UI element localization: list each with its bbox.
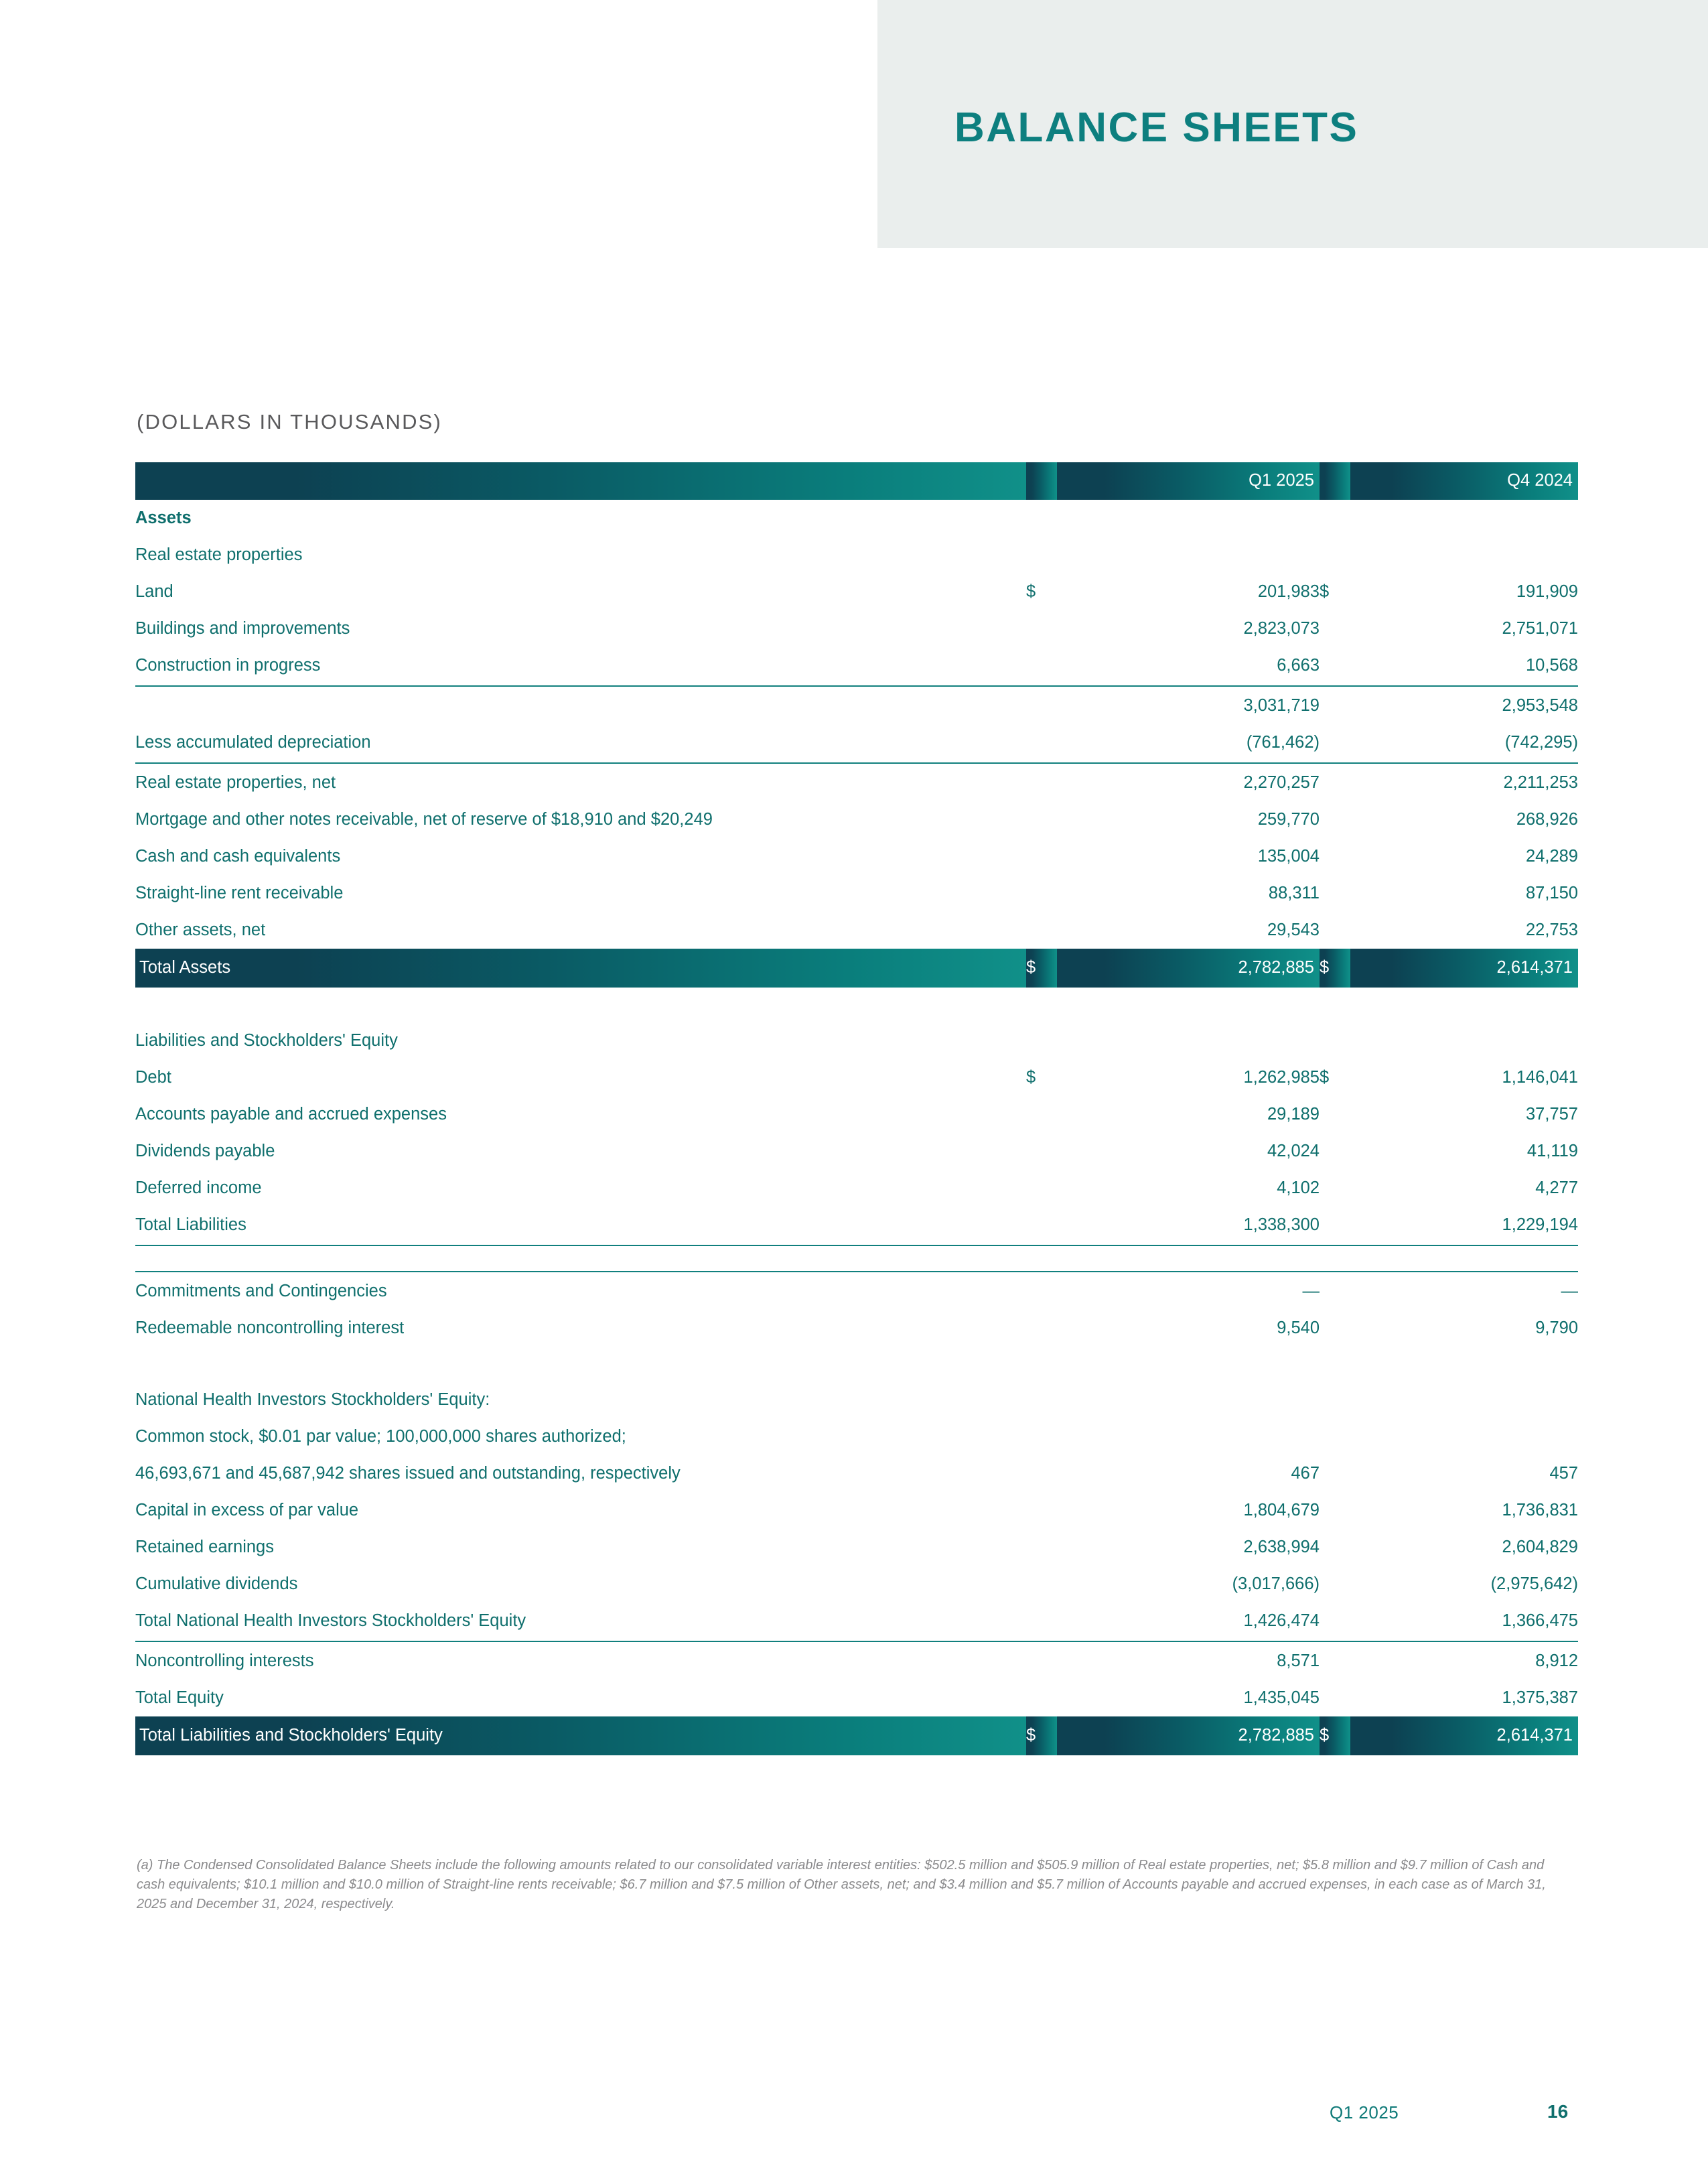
row-cur2 xyxy=(1320,1022,1350,1059)
row-q1: 8,571 xyxy=(1277,1651,1320,1670)
row-q4: 37,757 xyxy=(1526,1104,1578,1124)
row-cur2 xyxy=(1320,875,1350,912)
table-row xyxy=(135,1680,1578,1716)
table-row xyxy=(135,764,1578,801)
row-cur2 xyxy=(1320,537,1350,573)
row-q1 xyxy=(1057,500,1320,537)
row-q4 xyxy=(1350,500,1578,537)
row-cur1 xyxy=(1026,724,1057,761)
table-row xyxy=(135,1529,1578,1566)
row-q4: 9,790 xyxy=(1535,1318,1578,1337)
row-q4: 4,277 xyxy=(1535,1178,1578,1197)
row-label: Total Liabilities and Stockholders' Equity xyxy=(135,1716,1026,1755)
total-liabilities-equity-row xyxy=(135,1716,1578,1755)
row-cur1 xyxy=(1026,500,1057,537)
row-cur1 xyxy=(1026,610,1057,647)
row-q4: 2,953,548 xyxy=(1502,695,1578,715)
row-q1: 42,024 xyxy=(1267,1141,1320,1160)
row-label: Straight-line rent receivable xyxy=(135,883,344,902)
row-cur1 xyxy=(1026,1207,1057,1243)
row-cur2 xyxy=(1320,1273,1350,1310)
table-row xyxy=(135,1207,1578,1243)
row-cur2 xyxy=(1320,1310,1350,1347)
row-label: Redeemable noncontrolling interest xyxy=(135,1318,405,1337)
row-q4 xyxy=(1350,1418,1578,1455)
row-label: Real estate properties xyxy=(135,545,303,564)
currency-symbol-q4: $ xyxy=(1320,582,1330,601)
row-cur1 xyxy=(1026,647,1057,684)
row-cur2 xyxy=(1320,1207,1350,1243)
rule-line xyxy=(135,685,1578,687)
row-q4: 457 xyxy=(1549,1463,1578,1483)
row-label: Retained earnings xyxy=(135,1537,274,1556)
row-cur1 xyxy=(1026,1492,1057,1529)
row-q1 xyxy=(1057,537,1320,573)
row-q1 xyxy=(1057,1381,1320,1418)
currency-symbol-q1: $ xyxy=(1026,582,1036,601)
table-row xyxy=(135,1273,1578,1310)
row-q4: 2,614,371 xyxy=(1350,1716,1578,1755)
row-q1: 29,189 xyxy=(1267,1104,1320,1124)
row-q1: 2,782,885 xyxy=(1057,1716,1320,1755)
row-label: Total Equity xyxy=(135,1688,224,1707)
row-cur1 xyxy=(1026,1273,1057,1310)
row-label: Commitments and Contingencies xyxy=(135,1281,387,1300)
row-cur2 xyxy=(1320,1529,1350,1566)
row-q1: 1,338,300 xyxy=(1243,1215,1320,1234)
row-q1: 1,426,474 xyxy=(1243,1611,1320,1630)
row-q1: 135,004 xyxy=(1257,846,1320,866)
header-label-cell xyxy=(135,462,1026,500)
row-q4 xyxy=(1350,537,1578,573)
row-q4: 1,366,475 xyxy=(1502,1611,1578,1630)
row-q1: (3,017,666) xyxy=(1232,1574,1320,1593)
row-q4: — xyxy=(1561,1281,1578,1300)
rule-line xyxy=(135,1271,1578,1272)
row-cur1 xyxy=(1026,838,1057,875)
row-q1: 259,770 xyxy=(1257,809,1320,829)
row-cur2 xyxy=(1320,1170,1350,1207)
row-q1: 1,262,985 xyxy=(1243,1067,1320,1087)
table-row xyxy=(135,610,1578,647)
rule-line xyxy=(135,762,1578,764)
row-q1: 201,983 xyxy=(1257,582,1320,601)
spacer-row xyxy=(135,1247,1578,1270)
row-cur1 xyxy=(1026,1310,1057,1347)
spacer-cell xyxy=(135,988,1578,1022)
row-q4 xyxy=(1350,1381,1578,1418)
row-q1: 88,311 xyxy=(1268,883,1320,902)
row-label: National Health Investors Stockholders' Equity: xyxy=(135,1390,490,1409)
row-q4 xyxy=(1350,1022,1578,1059)
row-q4: 1,229,194 xyxy=(1502,1215,1578,1234)
row-cur1 xyxy=(1026,1096,1057,1133)
row-label: Dividends payable xyxy=(135,1141,275,1160)
table-row xyxy=(135,1096,1578,1133)
row-q1 xyxy=(1057,1022,1320,1059)
row-q4: 2,614,371 xyxy=(1350,949,1578,988)
row-q1: 2,270,257 xyxy=(1243,772,1320,792)
row-q1: 6,663 xyxy=(1277,655,1320,675)
row-label: Deferred income xyxy=(135,1178,262,1197)
row-cur1 xyxy=(1026,1566,1057,1603)
currency-symbol-q4: $ xyxy=(1320,1067,1330,1087)
row-cur2 xyxy=(1320,1381,1350,1418)
row-cur2 xyxy=(1320,1133,1350,1170)
row-q1: 9,540 xyxy=(1277,1318,1320,1337)
row-label: Assets xyxy=(135,508,192,527)
row-q1: 467 xyxy=(1291,1463,1320,1483)
table-row xyxy=(135,537,1578,573)
currency-symbol-q1: $ xyxy=(1026,949,1057,988)
table-row xyxy=(135,1566,1578,1603)
row-cur2 xyxy=(1320,1680,1350,1716)
table-row xyxy=(135,1022,1578,1059)
row-q4: 2,211,253 xyxy=(1503,772,1578,792)
row-q1: (761,462) xyxy=(1246,732,1320,752)
spacer-cell xyxy=(135,1247,1578,1270)
row-cur2 xyxy=(1320,1566,1350,1603)
table-row xyxy=(135,1455,1578,1492)
balance-sheet-table xyxy=(135,462,1578,1755)
row-cur2 xyxy=(1320,1492,1350,1529)
table-row xyxy=(135,1603,1578,1639)
row-cur2 xyxy=(1320,1418,1350,1455)
table-row xyxy=(135,687,1578,724)
rule-line xyxy=(135,1245,1578,1246)
row-label: Accounts payable and accrued expenses xyxy=(135,1104,447,1124)
row-q1: 4,102 xyxy=(1277,1178,1320,1197)
total-assets-row xyxy=(135,949,1578,988)
row-q4: 191,909 xyxy=(1516,582,1578,601)
footnote-text: (a) The Condensed Consolidated Balance Sheets include the following amounts related to our consolidated variable interest entities: $502.5 million and $505.9 million of Real estate properties, net; $5.8 million and $9.7 million of Cash and cash equivalents; $10.1 million and $10.0 million of Straight-line rents receivable; $6.7 million and $7.5 million of Other assets, net; and $3.4 million and $5.7 million of Accounts payable and accrued expenses, in each case as of March 31, 2025 and December 31, 2024, respectively. xyxy=(137,1858,1546,1911)
table-header-row xyxy=(135,462,1578,500)
row-label: Noncontrolling interests xyxy=(135,1651,314,1670)
row-q1: 1,804,679 xyxy=(1243,1500,1320,1519)
row-label: 46,693,671 and 45,687,942 shares issued and outstanding, respectively xyxy=(135,1463,681,1483)
row-q4: 268,926 xyxy=(1516,809,1578,829)
row-cur2 xyxy=(1320,838,1350,875)
row-q4: 2,751,071 xyxy=(1502,618,1578,638)
row-cur2 xyxy=(1320,1603,1350,1639)
row-label: Land xyxy=(135,582,173,601)
row-q1: 1,435,045 xyxy=(1243,1688,1320,1707)
row-label: Buildings and improvements xyxy=(135,618,350,638)
row-q1: 2,823,073 xyxy=(1243,618,1320,638)
header-cur1-cell xyxy=(1026,462,1057,500)
row-q1: 2,638,994 xyxy=(1243,1537,1320,1556)
currency-symbol-q4: $ xyxy=(1320,1716,1350,1755)
table-row xyxy=(135,838,1578,875)
row-label: Other assets, net xyxy=(135,920,266,939)
row-label: Less accumulated depreciation xyxy=(135,732,371,752)
row-label: Mortgage and other notes receivable, net of reserve of $18,910 and $20,249 xyxy=(135,809,713,829)
row-label: Common stock, $0.01 par value; 100,000,000 shares authorized; xyxy=(135,1426,626,1446)
table-row xyxy=(135,724,1578,761)
row-label: Total Liabilities xyxy=(135,1215,246,1234)
row-q4: 24,289 xyxy=(1526,846,1578,866)
table-row xyxy=(135,1133,1578,1170)
footer-page-number: 16 xyxy=(1547,2101,1569,2122)
row-cur2 xyxy=(1320,687,1350,724)
spacer-cell xyxy=(135,1347,1578,1381)
table-row xyxy=(135,500,1578,537)
row-label: Total Assets xyxy=(135,949,1026,988)
currency-symbol-q1: $ xyxy=(1026,1716,1057,1755)
row-q4: (2,975,642) xyxy=(1490,1574,1578,1593)
row-cur1 xyxy=(1026,764,1057,801)
row-cur1 xyxy=(1026,537,1057,573)
row-cur2 xyxy=(1320,1643,1350,1680)
row-q4: 10,568 xyxy=(1526,655,1578,675)
row-label: Cash and cash equivalents xyxy=(135,846,341,866)
table-row xyxy=(135,1643,1578,1680)
table-row xyxy=(135,875,1578,912)
row-cur2 xyxy=(1320,1096,1350,1133)
row-label: Cumulative dividends xyxy=(135,1574,298,1593)
row-q1: 3,031,719 xyxy=(1243,695,1320,715)
table-row xyxy=(135,801,1578,838)
row-q4: 41,119 xyxy=(1526,1141,1578,1160)
balance-sheet xyxy=(135,462,1578,1755)
row-cur1 xyxy=(1026,1133,1057,1170)
rule-line xyxy=(135,1641,1578,1642)
row-cur1 xyxy=(1026,1680,1057,1716)
column-header-q1: Q1 2025 xyxy=(1057,462,1320,500)
table-row xyxy=(135,1492,1578,1529)
units-caption: (DOLLARS IN THOUSANDS) xyxy=(137,410,443,433)
row-cur1 xyxy=(1026,1529,1057,1566)
row-label: Construction in progress xyxy=(135,655,321,675)
row-cur1 xyxy=(1026,1170,1057,1207)
row-label: Total National Health Investors Stockholders' Equity xyxy=(135,1611,526,1630)
row-cur2 xyxy=(1320,764,1350,801)
row-cur1 xyxy=(1026,1022,1057,1059)
row-label: Real estate properties, net xyxy=(135,772,336,792)
row-cur2 xyxy=(1320,912,1350,949)
table-row xyxy=(135,912,1578,949)
spacer-row xyxy=(135,988,1578,1022)
row-q1 xyxy=(1057,1418,1320,1455)
row-q4: 2,604,829 xyxy=(1502,1537,1578,1556)
table-row xyxy=(135,1170,1578,1207)
table-row xyxy=(135,1059,1578,1096)
row-q4: 22,753 xyxy=(1526,920,1578,939)
footer-quarter-label: Q1 2025 xyxy=(1330,2102,1399,2122)
currency-symbol-q1: $ xyxy=(1026,1067,1036,1087)
row-q4: (742,295) xyxy=(1504,732,1578,752)
table-row xyxy=(135,1310,1578,1347)
table-row xyxy=(135,573,1578,610)
row-cur1 xyxy=(1026,875,1057,912)
row-q4: 1,736,831 xyxy=(1502,1500,1578,1519)
row-cur1 xyxy=(1026,1643,1057,1680)
row-label: Debt xyxy=(135,1067,171,1087)
row-q4: 1,375,387 xyxy=(1502,1688,1578,1707)
header-cur2-cell xyxy=(1320,462,1350,500)
row-label xyxy=(135,687,1026,724)
row-cur1 xyxy=(1026,1603,1057,1639)
row-cur1 xyxy=(1026,912,1057,949)
row-q1: 29,543 xyxy=(1267,920,1320,939)
page-title: BALANCE SHEETS xyxy=(954,105,1359,151)
row-cur1 xyxy=(1026,1381,1057,1418)
row-q4: 87,150 xyxy=(1526,883,1578,902)
row-q1: 2,782,885 xyxy=(1057,949,1320,988)
table-row xyxy=(135,1381,1578,1418)
row-cur2 xyxy=(1320,1455,1350,1492)
row-cur1 xyxy=(1026,687,1057,724)
row-cur1 xyxy=(1026,1418,1057,1455)
column-header-q4: Q4 2024 xyxy=(1350,462,1578,500)
row-cur1 xyxy=(1026,801,1057,838)
table-row xyxy=(135,647,1578,684)
row-q4: 1,146,041 xyxy=(1502,1067,1578,1087)
spacer-row xyxy=(135,1347,1578,1381)
row-cur2 xyxy=(1320,647,1350,684)
row-cur2 xyxy=(1320,724,1350,761)
row-cur2 xyxy=(1320,500,1350,537)
row-label: Liabilities and Stockholders' Equity xyxy=(135,1030,398,1050)
row-cur2 xyxy=(1320,801,1350,838)
row-label: Capital in excess of par value xyxy=(135,1500,359,1519)
row-cur1 xyxy=(1026,1455,1057,1492)
currency-symbol-q4: $ xyxy=(1320,949,1350,988)
row-q1: — xyxy=(1302,1281,1320,1300)
table-row xyxy=(135,1418,1578,1455)
row-cur2 xyxy=(1320,610,1350,647)
row-q4: 8,912 xyxy=(1535,1651,1578,1670)
